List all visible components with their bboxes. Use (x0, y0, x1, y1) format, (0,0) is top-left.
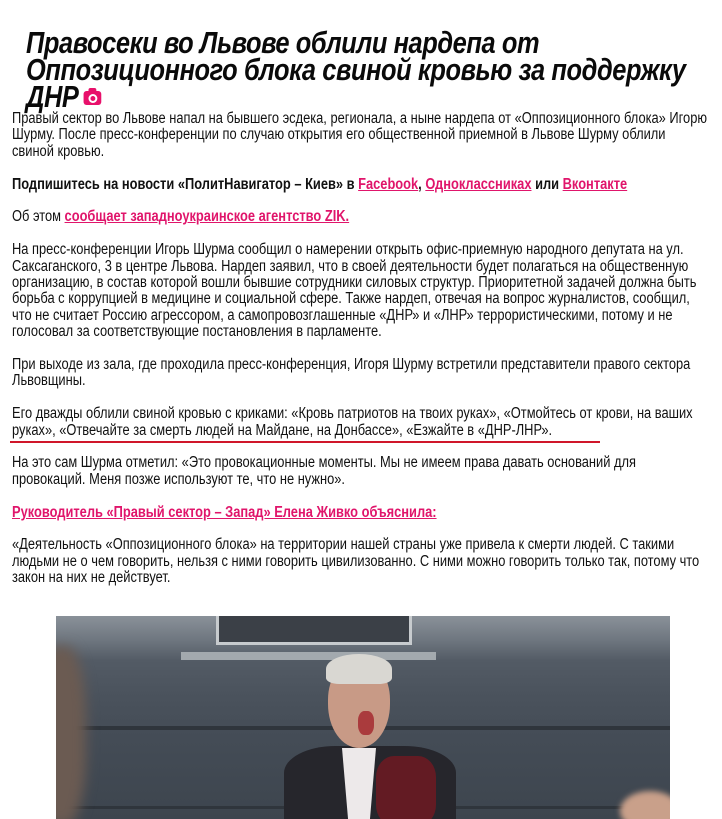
subscribe-prefix: Подпишитесь на новости «ПолитНавигатор – Киев» в (12, 175, 359, 193)
photo-blurred-figure (56, 646, 86, 819)
subscribe-comma: , (418, 175, 426, 193)
photo-window-sill (181, 652, 436, 660)
photo-hand (620, 791, 670, 819)
article-photo (56, 616, 670, 819)
press-conference-paragraph: На пресс-конференции Игорь Шурма сообщил о намерении открыть офис-приемную народного депутата на ул. Саксаганского, 3 в центре Львова. Нардеп заявил, что в своей деятельности будет полагаться на общественную организацию, в состав которой вошли бывшие сотрудники силовых структур. Приоритетной задачей должна быть борьба с коррупцией в медицине и социальной сфере. Также нардеп, отвечая на вопрос журналистов, сообщил, что не считает Россию агрессором, а самопровозглашенные «ДНР» и «ЛНР» террористическими, потому и не голосовал за соответствующие постановления в парламенте. (12, 241, 697, 341)
photo-hair (326, 654, 392, 684)
leader-paragraph (12, 505, 709, 521)
quote-paragraph: «Деятельность «Оппозиционного блока» на территории нашей страны уже привела к смерти людей. С такими людьми не о чем говорить, нельзя с ними говорить цивилизованно. С ними можно говорить только так, потому что закон на них не действует. (12, 536, 700, 587)
vkontakte-link[interactable]: Вконтакте (562, 175, 628, 193)
source-paragraph (12, 209, 709, 225)
exit-paragraph: При выходе из зала, где проходила пресс-конференция, Игоря Шурму встретили представители правого сектора Львовщины. (12, 356, 691, 390)
source-prefix: Об этом (12, 208, 65, 226)
title-line-3 (26, 78, 592, 114)
zik-source-link[interactable]: сообщает западноукраинское агентство ZIK. (64, 208, 350, 226)
blood-paragraph: Его дважды облили свиной кровью с криками: «Кровь патриотов на твоих руках», «Отмойтесь от крови, на ваших руках», «Отвечайте за смерть людей на Майдане, на Донбассе», «Езжайте в «ДНР-ЛНР». (12, 405, 693, 439)
title-line-1: Правосеки во Львове облили нардепа от (26, 24, 540, 60)
highlight-underline (10, 441, 600, 443)
photo-face-blood (358, 711, 374, 735)
article-body (12, 111, 709, 603)
reply-paragraph: На это сам Шурма отметил: «Это провокационные моменты. Мы не имеем права давать оснований для провокаций. Меня позже используют те, что не нужно». (12, 454, 636, 488)
subscribe-paragraph (12, 177, 709, 193)
subscribe-or: или (531, 175, 563, 193)
odnoklassniki-link[interactable]: Одноклассниках (425, 175, 532, 193)
lead-paragraph: Правый сектор во Львове напал на бывшего эсдека, регионала, а ныне нардепа от «Оппозиционного блока» Игорю Шурму. После пресс-конференции по случаю открытия его общественной приемной в Львове Шурму облили свиной кровью. (12, 110, 708, 160)
facebook-link[interactable]: Facebook (358, 175, 419, 193)
article-title (26, 24, 686, 114)
title-line-2: Оппозиционного блока свиной кровью за поддержку (26, 51, 686, 87)
title-line-3-text: ДНР (26, 78, 79, 114)
photo-window (216, 616, 412, 645)
leader-link[interactable]: Руководитель «Правый сектор – Запад» Елена Живко объяснила: (12, 503, 437, 521)
photo-blood-stain (376, 756, 436, 819)
camera-icon[interactable] (84, 91, 102, 105)
